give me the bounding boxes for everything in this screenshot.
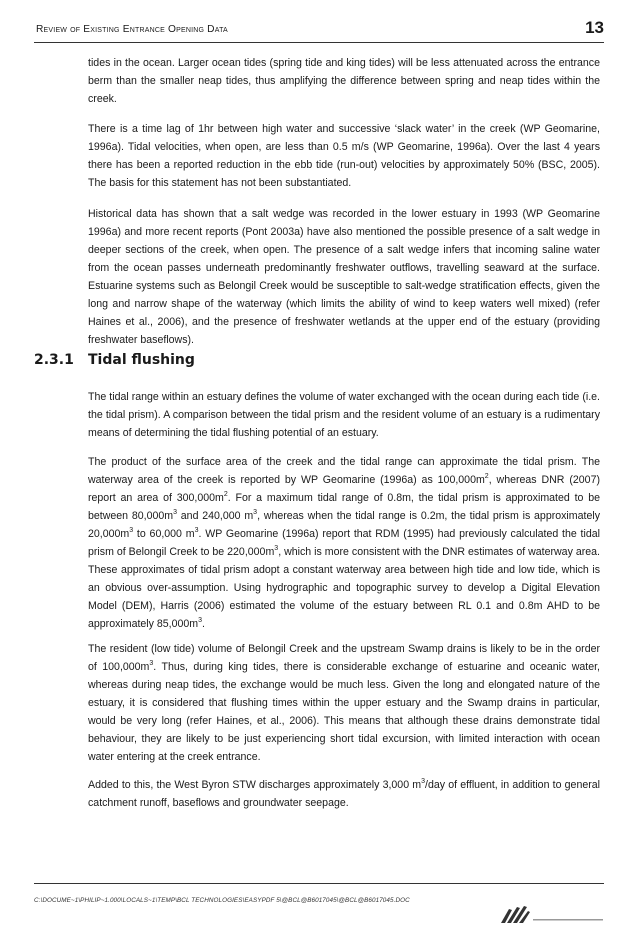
section-heading — [34, 352, 195, 368]
paragraph-time-lag: There is a time lag of 1hr between high water and successive ‘slack water’ in the creek (WP Geomarine, 1996a). Tidal velocities, when open, are less than 0.5 m/s (WP Geomarine, 1996a). Over the last 4 years there has been a reported reduction in the ebb tide (run-out) velocities by approximately 50% (BSC, 2005). The basis for this statement has not been substantiated. — [88, 123, 600, 189]
superscript: 3 — [129, 527, 134, 534]
superscript: 3 — [274, 545, 279, 552]
page-header — [34, 20, 604, 43]
paragraph-resident-volume: The resident (low tide) volume of Belongil Creek and the upstream Swamp drains is likely to be in the order of $100,000m^3$. Thus, during king tides, there is considerable exchange of estuarine and oceanic water, whereas during neap tides, the exchange would be much less. Given the long and elongated nature of the estuary, it is considered that flushing times within the upper estuary and the Swamp drains in particular, would be very long (refer Haines, et al., 2006). This means that although these drains demonstrate tidal behaviour, they are likely to be just experiencing short tidal excursion, with limited interaction with ocean water entering at the creek entrance. — [88, 643, 600, 763]
paragraph-salt-wedge: Historical data has shown that a salt wedge was recorded in the lower estuary in 1993 (WP Geomarine 1996a) and more recent reports (Pont 2003a) have also mentioned the possible presence of a salt wedge in deeper sections of the creek, when open. The presence of a salt wedge infers that incoming saline water from the ocean passes underneath predominantly freshwater outflows, travelling seaward at the surface. Estuarine systems such as Belongil Creek would be susceptible to salt-wedge stratification effects, given the long and narrow shape of the waterway (which limits the ability of wind to keep waters well mixed) (refer Haines et al., 2006), and the presence of freshwater wetlands at the upper end of the estuary (providing freshwater baseflows). — [88, 208, 600, 346]
paragraph-stw-discharge: Added to this, the West Byron STW discharges approximately 3,000 $m^3$/day of effluent, in addition to general catchment runoff, baseflows and groundwater seepage. — [88, 778, 600, 809]
paragraph-tidal-attenuation: tides in the ocean. Larger ocean tides (spring tide and king tides) will be less attenuated across the entrance berm than the smaller neap tides, thus amplifying the difference between spring and neap tides within the creek. — [88, 57, 600, 105]
superscript: 3 — [149, 660, 154, 667]
footer-file-path: C:\DOCUME~1\PHILIP~1.000\LOCALS~1\TEMP\BCL TECHNOLOGIES\EASYPDF 5\@BCL@B6017045\@BCL@B6017045.DOC — [34, 897, 410, 904]
running-title: Review of Existing Entrance Opening Data — [36, 24, 228, 35]
paragraph-tidal-range: The tidal range within an estuary defines the volume of water exchanged with the ocean during each tide (i.e. the tidal prism). A comparison between the tidal prism and the resident volume of an estuary is a rudimentary means of determining the tidal flushing potential of an estuary. — [88, 391, 600, 439]
section-title: Tidal flushing — [88, 352, 195, 368]
superscript: 2 — [223, 491, 228, 498]
superscript: 3 — [253, 509, 258, 516]
section-number: 2.3.1 — [34, 352, 74, 368]
superscript: 3 — [421, 778, 426, 785]
superscript: 2 — [484, 473, 489, 480]
page-number: 13 — [585, 18, 604, 37]
superscript: 3 — [194, 527, 199, 534]
company-logo — [495, 903, 605, 925]
footer-rule — [34, 883, 604, 884]
paragraph-tidal-prism: The product of the surface area of the creek and the tidal range can approximate the tidal prism. The waterway area of the creek is reported by WP Geomarine (1996a) as $100,000m^2$, whereas DNR (2007) report an area of $300,000m^2$. For a maximum tidal range of 0.8m, the tidal prism is approximated to be between $80,000m^3$ and 240,000 $m^3$, whereas when the tidal range is 0.2m, the tidal prism is approximately $20,000m^3$ to 60,000 $m^3$. WP Geomarine (1996a) report that RDM (1995) had previously calculated the tidal prism of Belongil Creek to be $220,000m^3$, which is more consistent with the DNR estimates of waterway area. These approximates of tidal prism adopt a constant waterway area between high tide and low tide, which is an obvious over-assumption. Using hydrographic and topographic survey to develop a Digital Elevation Model (DEM), Harris (2006) estimated the volume of the estuary between RL 0.1 and 0.8m AHD to be approximately $85,000m^3$. — [88, 456, 600, 630]
superscript: 3 — [173, 509, 177, 516]
superscript: 3 — [198, 617, 203, 624]
